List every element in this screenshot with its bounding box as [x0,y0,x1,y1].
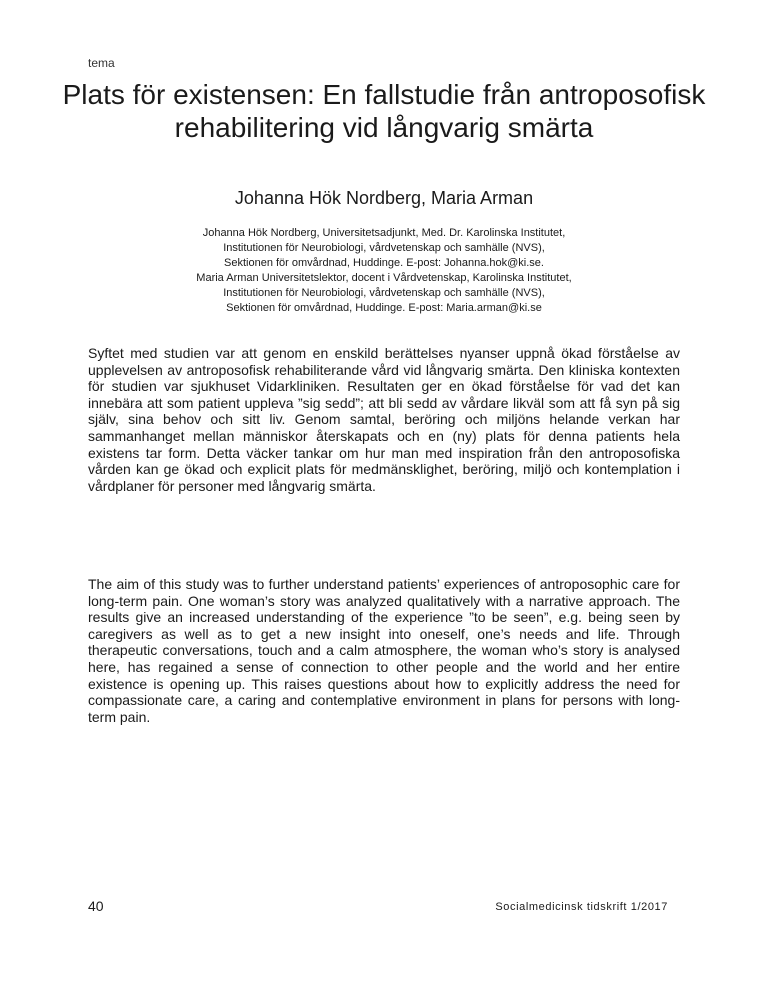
affiliation-line: Institutionen för Neurobiologi, vårdvetenskap och samhälle (NVS), [223,242,545,254]
article-title: Plats för existensen: En fallstudie från antroposofisk rehabilitering vid långvarig smärta [62,79,706,143]
section-label: tema [88,56,115,70]
abstract-english: The aim of this study was to further understand patients’ experiences of antroposophic care for long-term pain. One woman’s story was analyzed qualitatively with a narrative approach. The results give an increased understanding of the experience ”to be seen”, e.g. being seen by caregivers as well as to get a new insight into oneself, one’s needs and life. Through therapeutic conversations, touch and a calm atmosphere, the woman who’s story is analysed here, has regained a sense of connection to other people and the world and her entire existence is opening up. This raises questions about how to explicitly address the need for compassionate care, a caring and contemplative environment in plans for persons with long-term pain. [88,576,680,725]
affiliation-line: Johanna Hök Nordberg, Universitetsadjunkt, Med. Dr. Karolinska Institutet, [202,227,566,239]
affiliation-line: Institutionen för Neurobiologi, vårdvetenskap och samhälle (NVS), [223,287,545,299]
page-number: 40 [88,898,104,914]
abstract-swedish: Syftet med studien var att genom en enskild berättelses nyanser uppnå ökad förståelse av upplevelsen av antroposofisk rehabiliterande vård vid långvarig smärta. Den kliniska kontexten för studien var sjukhuset Vidarkliniken. Resultaten ger en ökad förståelse för vad det kan innebära att som patient uppleva ”sig sedd”; att bli sedd av vårdare likväl som att få syn på sig själv, sina behov och sitt liv. Genom samtal, beröring och miljöns helande verkan har sammanhanget mellan människor återskapats och en (ny) plats för denna patients hela existens tar form. Detta väcker tankar om hur man med inspiration från den antroposofiska vården kan ge ökad och explicit plats för medmänsklighet, beröring, miljö och kontemplation i vårdplaner för personer med långvarig smärta. [88,345,680,494]
affiliation-line: Sektionen för omvårdnad, Huddinge. E-post: Maria.arman@ki.se [226,302,542,314]
author-affiliations [90,226,678,316]
affiliation-line: Sektionen för omvårdnad, Huddinge. E-post: Johanna.hok@ki.se. [224,257,544,269]
journal-name: Socialmedicinsk tidskrift 1/2017 [495,901,668,913]
article-authors: Johanna Hök Nordberg, Maria Arman [234,188,534,208]
affiliation-line: Maria Arman Universitetslektor, docent i Vårdvetenskap, Karolinska Institutet, [196,272,572,284]
